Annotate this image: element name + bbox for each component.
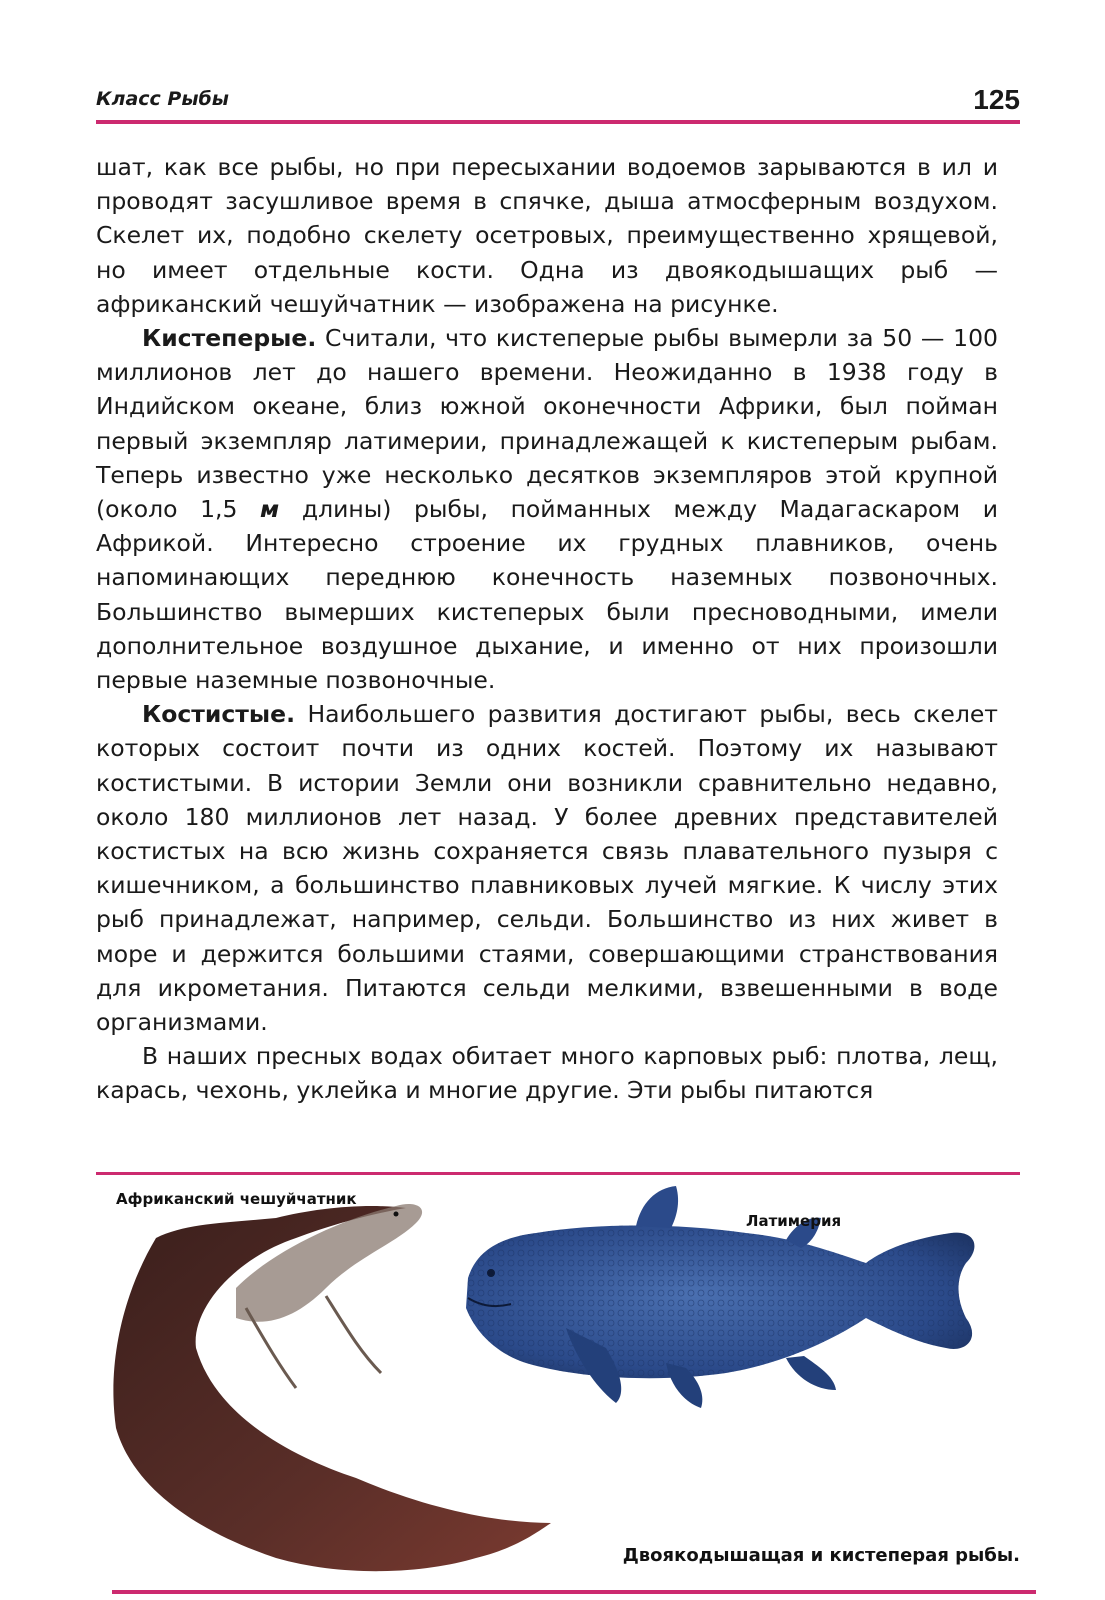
paragraph-carp-text: В наших пресных водах обитает много карповых рыб: плотва, лещ, карась, чехонь, уклейка и многие другие. Эти рыбы питаются [96,1042,998,1105]
paragraph-bony-fish [96,697,998,1039]
paragraph-bony-fish-text: Наибольшего развития достигают рыбы, весь скелет которых состоит почти из одних костей. Поэтому их называют костистыми. В истории Земли они возникли сравнительно недавно, около 180 миллионов лет назад. У более древних представителей костистых на всю жизнь сохраняется связь плавательного пузыря с кишечником, а большинство плавниковых лучей мягкие. К числу этих рыб принадлежат, например, сельди. Большинство из них живет в море и держится большими стаями, совершающими странствования для икрометания. Питаются сельди мелкими, взвешенными в воде организмами. [96,700,998,1037]
paragraph-lobe-finned-text-a: Считали, что кистеперые рыбы вымерли за 50 — 100 миллионов лет до нашего времени. Неожиданно в 1938 году в Индийском океане, близ южной оконечности Африки, был пойман первый экземпляр латимерии, принадлежащей к кистеперым рыбам. Теперь известно уже несколько десятков экземпляров этой крупной (около 1,5 [96,324,998,524]
heading-lobe-finned: Кистеперые. [142,324,317,353]
lungfish-eye [394,1212,399,1217]
figure-caption: Двоякодышащая и кистеперая рыбы. [622,1545,1020,1566]
paragraph-1 [96,150,998,321]
coelacanth-anal-fin [786,1356,836,1390]
header-rule [96,120,1020,124]
running-title: Класс Рыбы [96,88,229,110]
paragraph-lobe-finned [96,321,998,697]
figure-fishes [96,1178,1020,1588]
coelacanth-drawing [466,1186,974,1408]
page-header [96,82,1020,122]
label-coelacanth: Латимерия [746,1212,842,1230]
paragraph-1-text: шат, как все рыбы, но при пересыхании водоемов зарываются в ил и проводят засушливое время в спячке, дыша атмосферным воздухом. Скелет их, подобно скелету осетровых, преимущественно хрящевой, но имеет отдельные кости. Одна из двоякодышащих рыб — африканский чешуйчатник — изображена на рисунке. [96,153,998,318]
heading-bony-fish: Костистые. [142,700,296,729]
page-number: 125 [973,84,1020,115]
label-lungfish: Африканский чешуйчатник [116,1190,357,1208]
coelacanth-dorsal-fin-1 [636,1186,678,1228]
coelacanth-scales [466,1226,974,1379]
fish-illustration [96,1178,1020,1588]
paragraph-carp [96,1039,998,1107]
coelacanth-eye [487,1269,495,1277]
paragraph-lobe-finned-text-b: длины) рыбы, пойманных между Мадагаскаром и Африкой. Интересно строение их грудных плавников, очень напоминающих переднюю конечность наземных позвоночных. Большинство вымерших кистеперых были пресноводными, имели дополнительное воздушное дыхание, и именно от них произошли первые наземные позвоночные. [96,495,998,695]
unit-meter: м [260,495,280,524]
body-text [96,150,998,1108]
figure-top-rule [96,1172,1020,1175]
lungfish-pectoral-fin [326,1296,381,1373]
figure-bottom-rule [112,1590,1036,1594]
